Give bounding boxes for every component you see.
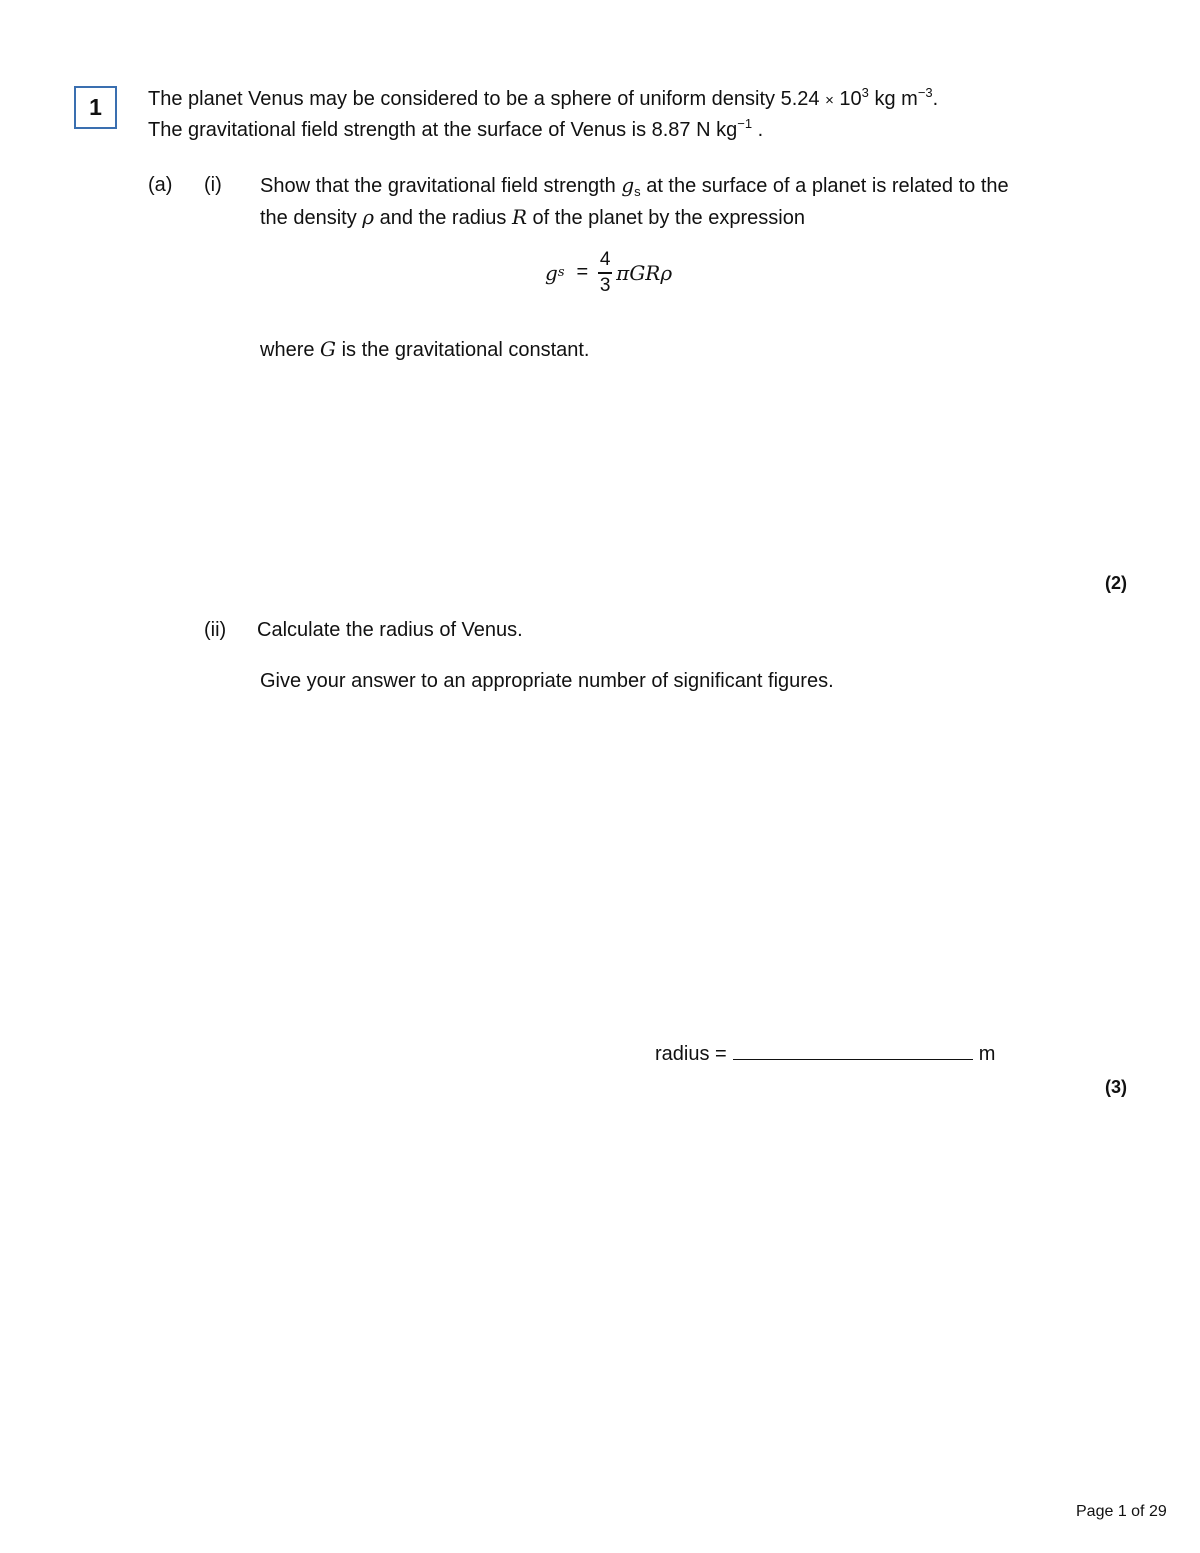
intro-line-2	[148, 118, 763, 142]
formula-fraction	[598, 250, 612, 296]
intro-line-1-end: .	[932, 88, 939, 110]
var-rho: ρ	[362, 205, 375, 229]
question-number-box	[74, 86, 117, 129]
marks-a-ii: (3)	[1105, 1077, 1127, 1097]
part-ii-label: (ii)	[204, 619, 227, 641]
page-number: Page 1 of 29	[1076, 1503, 1167, 1520]
var-R: R	[511, 205, 527, 229]
formula-rhs: πGRρ	[616, 260, 673, 285]
part-a-i-line-2-mid: and the radius	[374, 207, 512, 229]
part-a-i-line-2-after: of the planet by the expression	[527, 207, 805, 229]
part-a-i-line-1-before: Show that the gravitational field strength	[260, 175, 622, 197]
intro-line-2-text: The gravitational field strength at the surface of Venus is 8.87 N kg	[148, 119, 738, 141]
part-a-ii-line-2: Give your answer to an appropriate number of significant figures.	[260, 670, 834, 692]
answer-label: radius =	[655, 1043, 727, 1065]
intro-line-2-exp: −1	[737, 116, 753, 131]
part-a-i-line-1	[260, 173, 1009, 198]
part-a-i-line-2-before: the density	[260, 207, 363, 229]
fraction-bar	[598, 272, 612, 274]
answer-unit: m	[978, 1043, 996, 1065]
answer-line	[655, 1041, 995, 1066]
var-g: g	[621, 173, 635, 197]
fraction-numerator: 4	[599, 249, 611, 270]
part-a-i-line-2	[260, 205, 805, 230]
part-a-label: (a)	[148, 174, 173, 196]
var-G: G	[320, 337, 337, 361]
intro-line-1-base: 10	[833, 88, 862, 110]
intro-line-1-text: The planet Venus may be considered to be a sphere of uniform density 5.24	[148, 88, 826, 110]
marks-a-i: (2)	[1105, 573, 1127, 593]
times-symbol: ×	[825, 92, 834, 109]
intro-line-2-end: .	[752, 119, 764, 141]
where-line	[260, 337, 590, 362]
intro-line-1-exp: 3	[861, 85, 869, 100]
var-g-sub: s	[634, 184, 641, 199]
question-number: 1	[89, 94, 102, 120]
part-a-i-line-1-after: at the surface of a planet is related to the	[640, 175, 1009, 197]
intro-line-1-unit: kg m	[868, 88, 918, 110]
answer-blank[interactable]	[733, 1041, 973, 1060]
fraction-denominator: 3	[599, 274, 611, 296]
formula-equals: =	[576, 261, 589, 284]
part-a-ii-line-1: Calculate the radius of Venus.	[257, 619, 523, 641]
intro-line-1-unit-exp: −3	[917, 85, 933, 100]
where-after: is the gravitational constant.	[336, 339, 590, 361]
formula-lhs: g	[545, 260, 558, 285]
formula: g s = $\frac{4}{3}$ πGRρ	[545, 249, 673, 296]
intro-line-1	[148, 87, 938, 113]
where-before: where	[260, 339, 321, 361]
part-i-label: (i)	[204, 174, 222, 196]
